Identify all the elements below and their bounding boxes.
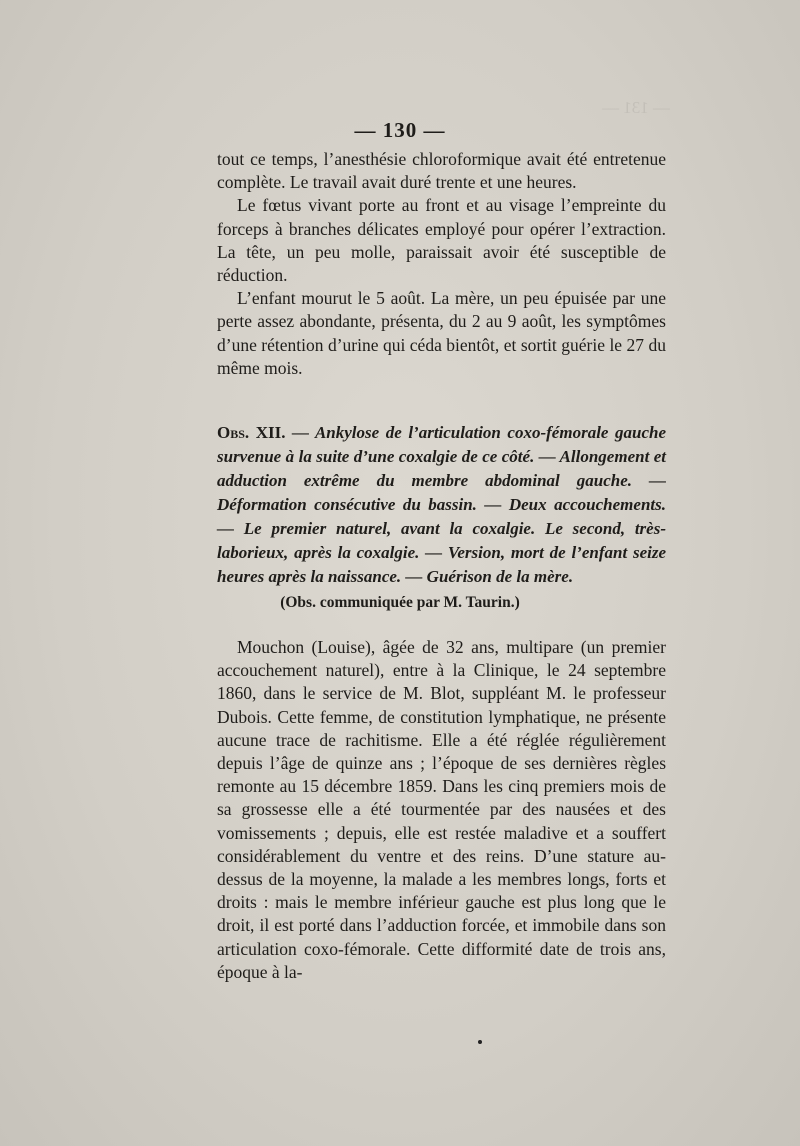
observation-heading [217, 421, 666, 589]
body-text-top [217, 148, 666, 380]
ink-speck [478, 1040, 482, 1044]
body-text-bottom [217, 636, 666, 984]
observation-source: (Obs. communiquée par M. Taurin.) [280, 594, 520, 611]
observation-title: — Ankylose de l’articulation coxo-fémorale gauche survenue à la suite d’une coxalgie de ce côté. — Allongement et adduction extrême du membre abdominal gauche. — Déformation consécutive du bassin. — Deux accouchements. — Le premier naturel, avant la coxalgie. Le second, très-laborieux, après la coxalgie. — Version, mort de l’enfant seize heures après la naissance. — Guérison de la mère. [217, 423, 667, 586]
paragraph-2: Le fœtus vivant porte au front et au visage l’empreinte du forceps à branches délicates employé pour opérer l’extraction. La tête, un peu molle, paraissait avoir été susceptible de réduction. [217, 195, 666, 286]
observation-label: Obs. XII. [217, 423, 286, 442]
show-through-text: — 131 — [602, 98, 670, 117]
page-number: — 130 — [354, 118, 446, 142]
paragraph-3: L’enfant mourut le 5 août. La mère, un peu épuisée par une perte assez abondante, présenta, du 2 au 9 août, les symptômes d’une rétention d’urine qui céda bientôt, et sortit guérie le 27 du même mois. [217, 288, 666, 378]
paragraph-4: Mouchon (Louise), âgée de 32 ans, multipare (un premier accouchement naturel), entre à la Clinique, le 24 septembre 1860, dans le service de M. Blot, suppléant M. le professeur Dubois. Cette femme, de constitution lymphatique, ne présente aucune trace de rachitisme. Elle a été réglée régulièrement depuis l’âge de quinze ans ; l’époque de ses dernières règles remonte au 15 décembre 1859. Dans les cinq premiers mois de sa grossesse elle a été tourmentée par des nausées et des vomissements ; depuis, elle est restée maladive et a souffert considérablement du ventre et des reins. D’une stature au-dessus de la moyenne, la malade a les membres longs, forts et droits : mais le membre inférieur gauche est plus long que le droit, il est porté dans l’adduction forcée, et immobile dans son articulation coxo-fémorale. Cette difformité date de trois ans, époque à la- [217, 637, 666, 982]
paragraph-1: tout ce temps, l’anesthésie chloroformique avait été entretenue complète. Le travail avait duré trente et une heures. [217, 149, 666, 193]
